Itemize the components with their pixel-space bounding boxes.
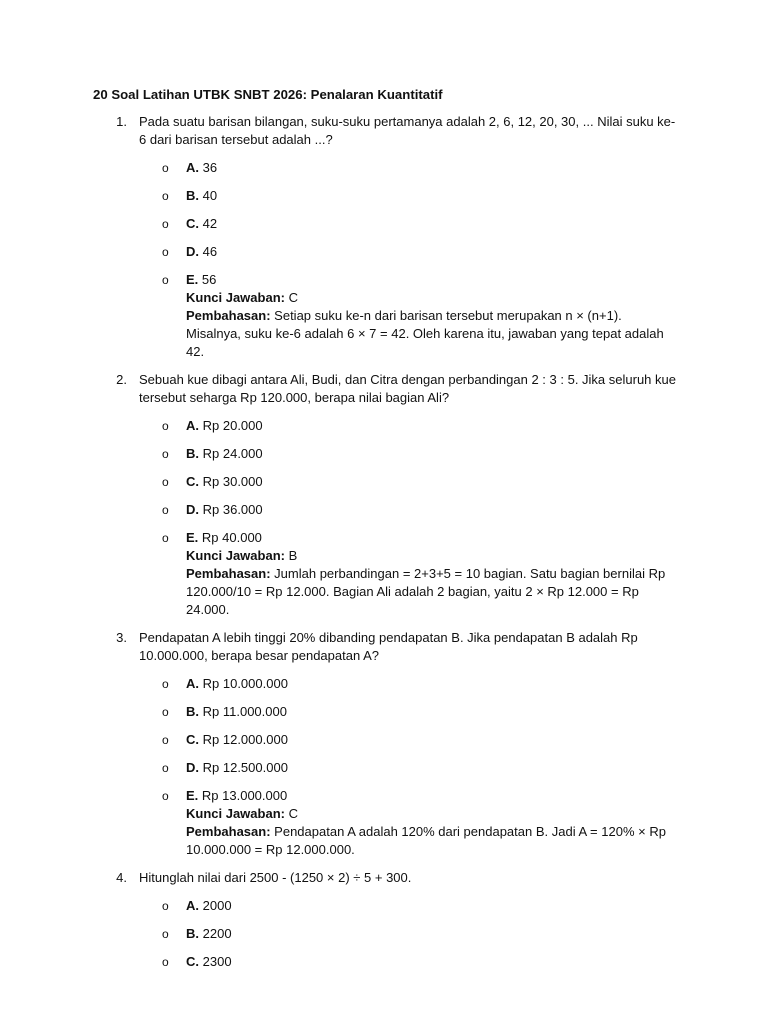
option-text: 40	[202, 188, 218, 203]
option-text: Rp 20.000	[202, 418, 263, 433]
option-text: Rp 10.000.000	[202, 676, 288, 691]
answer-key-value: C	[288, 806, 298, 821]
option-text: Rp 12.000.000	[202, 732, 288, 747]
question-text: Sebuah kue dibagi antara Ali, Budi, dan Citra dengan perbandingan 2 : 3 : 5. Jika seluruh kue tersebut seharga Rp 120.000, berapa nilai bagian Ali?	[139, 372, 676, 405]
option-letter: B.	[186, 188, 199, 203]
option-body	[186, 445, 678, 463]
explanation	[186, 565, 678, 619]
option-item	[0, 417, 768, 435]
answer-key	[186, 805, 678, 823]
option-text: Rp 40.000	[201, 530, 262, 545]
bullet-icon: o	[162, 677, 169, 691]
option-text: Rp 30.000	[202, 474, 263, 489]
option-item	[0, 787, 768, 859]
option-letter: D.	[186, 244, 199, 259]
question-number: 4.	[116, 870, 127, 885]
option-item	[0, 953, 768, 971]
option-letter: A.	[186, 676, 199, 691]
document-title: 20 Soal Latihan UTBK SNBT 2026: Penalaran Kuantitatif	[93, 87, 443, 102]
bullet-icon: o	[162, 189, 169, 203]
option-letter: E.	[186, 530, 199, 545]
question-number: 2.	[116, 372, 127, 387]
option-text: 36	[202, 160, 218, 175]
bullet-icon: o	[162, 899, 169, 913]
option-body	[186, 417, 678, 435]
bullet-icon: o	[162, 447, 169, 461]
bullet-icon: o	[162, 955, 169, 969]
bullet-icon: o	[162, 761, 169, 775]
option-item	[0, 703, 768, 721]
option-letter: B.	[186, 926, 199, 941]
bullet-icon: o	[162, 161, 169, 175]
option-body	[186, 953, 678, 971]
option-item	[0, 529, 768, 619]
bullet-icon: o	[162, 475, 169, 489]
option-list	[0, 675, 768, 859]
question-number: 1.	[116, 114, 127, 129]
question-item	[0, 113, 768, 361]
option-text: Rp 36.000	[202, 502, 263, 517]
option-text: 56	[201, 272, 217, 287]
option-body	[186, 731, 678, 749]
option-item	[0, 925, 768, 943]
option-letter: A.	[186, 160, 199, 175]
option-body	[186, 675, 678, 693]
option-item	[0, 445, 768, 463]
option-body	[186, 703, 678, 721]
bullet-icon: o	[162, 273, 169, 287]
option-body	[186, 529, 678, 547]
option-text: 46	[202, 244, 218, 259]
option-item	[0, 271, 768, 361]
bullet-icon: o	[162, 733, 169, 747]
bullet-icon: o	[162, 245, 169, 259]
question-text: Pada suatu barisan bilangan, suku-suku pertamanya adalah 2, 6, 12, 20, 30, ... Nilai suku ke-6 dari barisan tersebut adalah ...?	[139, 114, 676, 147]
option-letter: D.	[186, 760, 199, 775]
explanation-label: Pembahasan:	[186, 566, 271, 581]
answer-key-label: Kunci Jawaban:	[186, 290, 285, 305]
option-item	[0, 759, 768, 777]
option-text: 42	[202, 216, 218, 231]
question-item	[0, 371, 768, 619]
answer-key	[186, 289, 678, 307]
option-body	[186, 271, 678, 289]
question-item	[0, 629, 768, 859]
option-letter: B.	[186, 446, 199, 461]
option-letter: E.	[186, 272, 199, 287]
question-list	[0, 113, 768, 981]
option-list	[0, 897, 768, 971]
option-letter: C.	[186, 732, 199, 747]
answer-key-value: C	[288, 290, 298, 305]
option-list	[0, 417, 768, 619]
explanation-label: Pembahasan:	[186, 824, 271, 839]
bullet-icon: o	[162, 705, 169, 719]
explanation-text: Pendapatan A adalah 120% dari pendapatan B. Jadi A = 120% × Rp 10.000.000 = Rp 12.000.000.	[186, 824, 666, 857]
bullet-icon: o	[162, 789, 169, 803]
option-item	[0, 675, 768, 693]
answer-key-label: Kunci Jawaban:	[186, 548, 285, 563]
bullet-icon: o	[162, 419, 169, 433]
option-item	[0, 243, 768, 261]
answer-key	[186, 547, 678, 565]
option-body	[186, 925, 678, 943]
option-letter: E.	[186, 788, 199, 803]
option-body	[186, 759, 678, 777]
option-text: Rp 13.000.000	[201, 788, 288, 803]
option-item	[0, 731, 768, 749]
bullet-icon: o	[162, 217, 169, 231]
explanation	[186, 307, 678, 361]
option-body	[186, 159, 678, 177]
option-letter: D.	[186, 502, 199, 517]
option-text: Rp 24.000	[202, 446, 263, 461]
option-item	[0, 473, 768, 491]
option-letter: B.	[186, 704, 199, 719]
answer-key-label: Kunci Jawaban:	[186, 806, 285, 821]
question-item	[0, 869, 768, 971]
question-text: Hitunglah nilai dari 2500 - (1250 × 2) ÷ 5 + 300.	[139, 870, 412, 885]
option-text: 2300	[202, 954, 232, 969]
option-text: Rp 11.000.000	[202, 704, 287, 719]
bullet-icon: o	[162, 503, 169, 517]
option-item	[0, 215, 768, 233]
option-letter: A.	[186, 418, 199, 433]
answer-key-value: B	[288, 548, 298, 563]
bullet-icon: o	[162, 531, 169, 545]
explanation	[186, 823, 678, 859]
option-body	[186, 243, 678, 261]
option-item	[0, 159, 768, 177]
option-body	[186, 501, 678, 519]
option-body	[186, 897, 678, 915]
option-list	[0, 159, 768, 361]
option-item	[0, 187, 768, 205]
option-body	[186, 473, 678, 491]
option-body	[186, 187, 678, 205]
explanation-label: Pembahasan:	[186, 308, 271, 323]
explanation-text: Setiap suku ke-n dari barisan tersebut merupakan n × (n+1). Misalnya, suku ke-6 adalah 6 × 7 = 42. Oleh karena itu, jawaban yang tepat adalah 42.	[186, 308, 664, 359]
option-text: 2000	[202, 898, 232, 913]
bullet-icon: o	[162, 927, 169, 941]
option-item	[0, 897, 768, 915]
option-body	[186, 787, 678, 805]
option-letter: A.	[186, 898, 199, 913]
option-text: Rp 12.500.000	[202, 760, 288, 775]
explanation-text: Jumlah perbandingan = 2+3+5 = 10 bagian. Satu bagian bernilai Rp 120.000/10 = Rp 12.000. Bagian Ali adalah 2 bagian, yaitu 2 × Rp 12.000 = Rp 24.000.	[186, 566, 666, 617]
option-letter: C.	[186, 954, 199, 969]
option-body	[186, 215, 678, 233]
option-item	[0, 501, 768, 519]
question-number: 3.	[116, 630, 127, 645]
question-text: Pendapatan A lebih tinggi 20% dibanding pendapatan B. Jika pendapatan B adalah Rp 10.000.000, berapa besar pendapatan A?	[139, 630, 638, 663]
option-text: 2200	[202, 926, 232, 941]
option-letter: C.	[186, 216, 199, 231]
option-letter: C.	[186, 474, 199, 489]
